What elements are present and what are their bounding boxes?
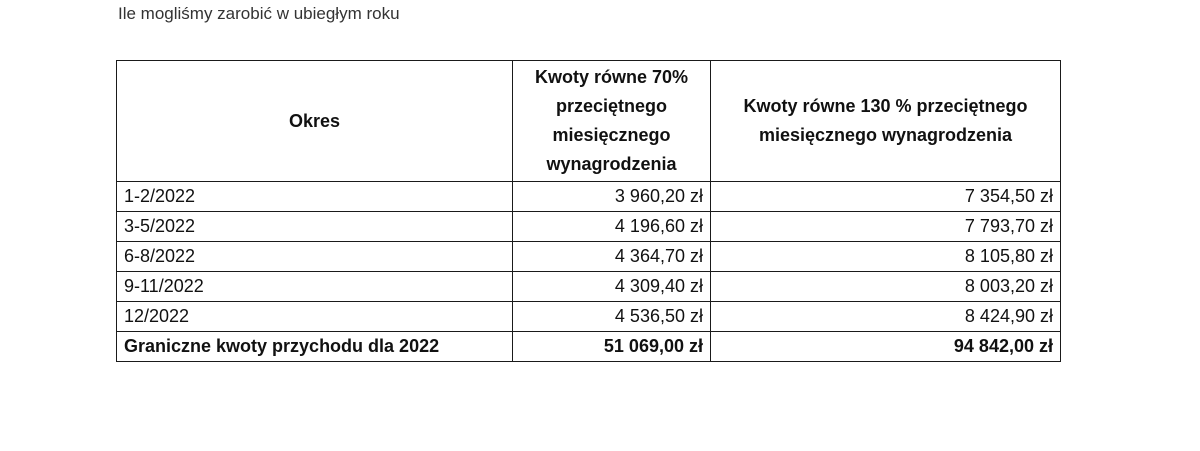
income-limits-table: [116, 60, 1061, 362]
row-amount-70: 3 960,20 zł: [513, 182, 711, 212]
row-amount-130: 8 424,90 zł: [711, 302, 1061, 332]
row-period: 6-8/2022: [117, 242, 513, 272]
header-period: Okres: [117, 61, 513, 182]
row-amount-70: 4 309,40 zł: [513, 272, 711, 302]
table-row: [117, 302, 1061, 332]
total-label: Graniczne kwoty przychodu dla 2022: [117, 332, 513, 362]
header-130-percent: Kwoty równe 130 % przeciętnego miesięcznego wynagrodzenia: [711, 61, 1061, 182]
row-period: 1-2/2022: [117, 182, 513, 212]
row-amount-70: 4 536,50 zł: [513, 302, 711, 332]
table-row: [117, 242, 1061, 272]
row-amount-70: 4 196,60 zł: [513, 212, 711, 242]
row-period: 9-11/2022: [117, 272, 513, 302]
header-70-percent: Kwoty równe 70% przeciętnego miesięcznego wynagrodzenia: [513, 61, 711, 182]
total-amount-70: 51 069,00 zł: [513, 332, 711, 362]
row-period: 3-5/2022: [117, 212, 513, 242]
table-row: [117, 182, 1061, 212]
table-header-row: [117, 61, 1061, 182]
row-amount-130: 7 354,50 zł: [711, 182, 1061, 212]
table-row: [117, 272, 1061, 302]
total-amount-130: 94 842,00 zł: [711, 332, 1061, 362]
row-amount-130: 8 003,20 zł: [711, 272, 1061, 302]
row-amount-130: 7 793,70 zł: [711, 212, 1061, 242]
table-row: [117, 212, 1061, 242]
table-total-row: [117, 332, 1061, 362]
row-period: 12/2022: [117, 302, 513, 332]
row-amount-130: 8 105,80 zł: [711, 242, 1061, 272]
row-amount-70: 4 364,70 zł: [513, 242, 711, 272]
table-caption: Ile mogliśmy zarobić w ubiegłym roku: [118, 4, 400, 23]
